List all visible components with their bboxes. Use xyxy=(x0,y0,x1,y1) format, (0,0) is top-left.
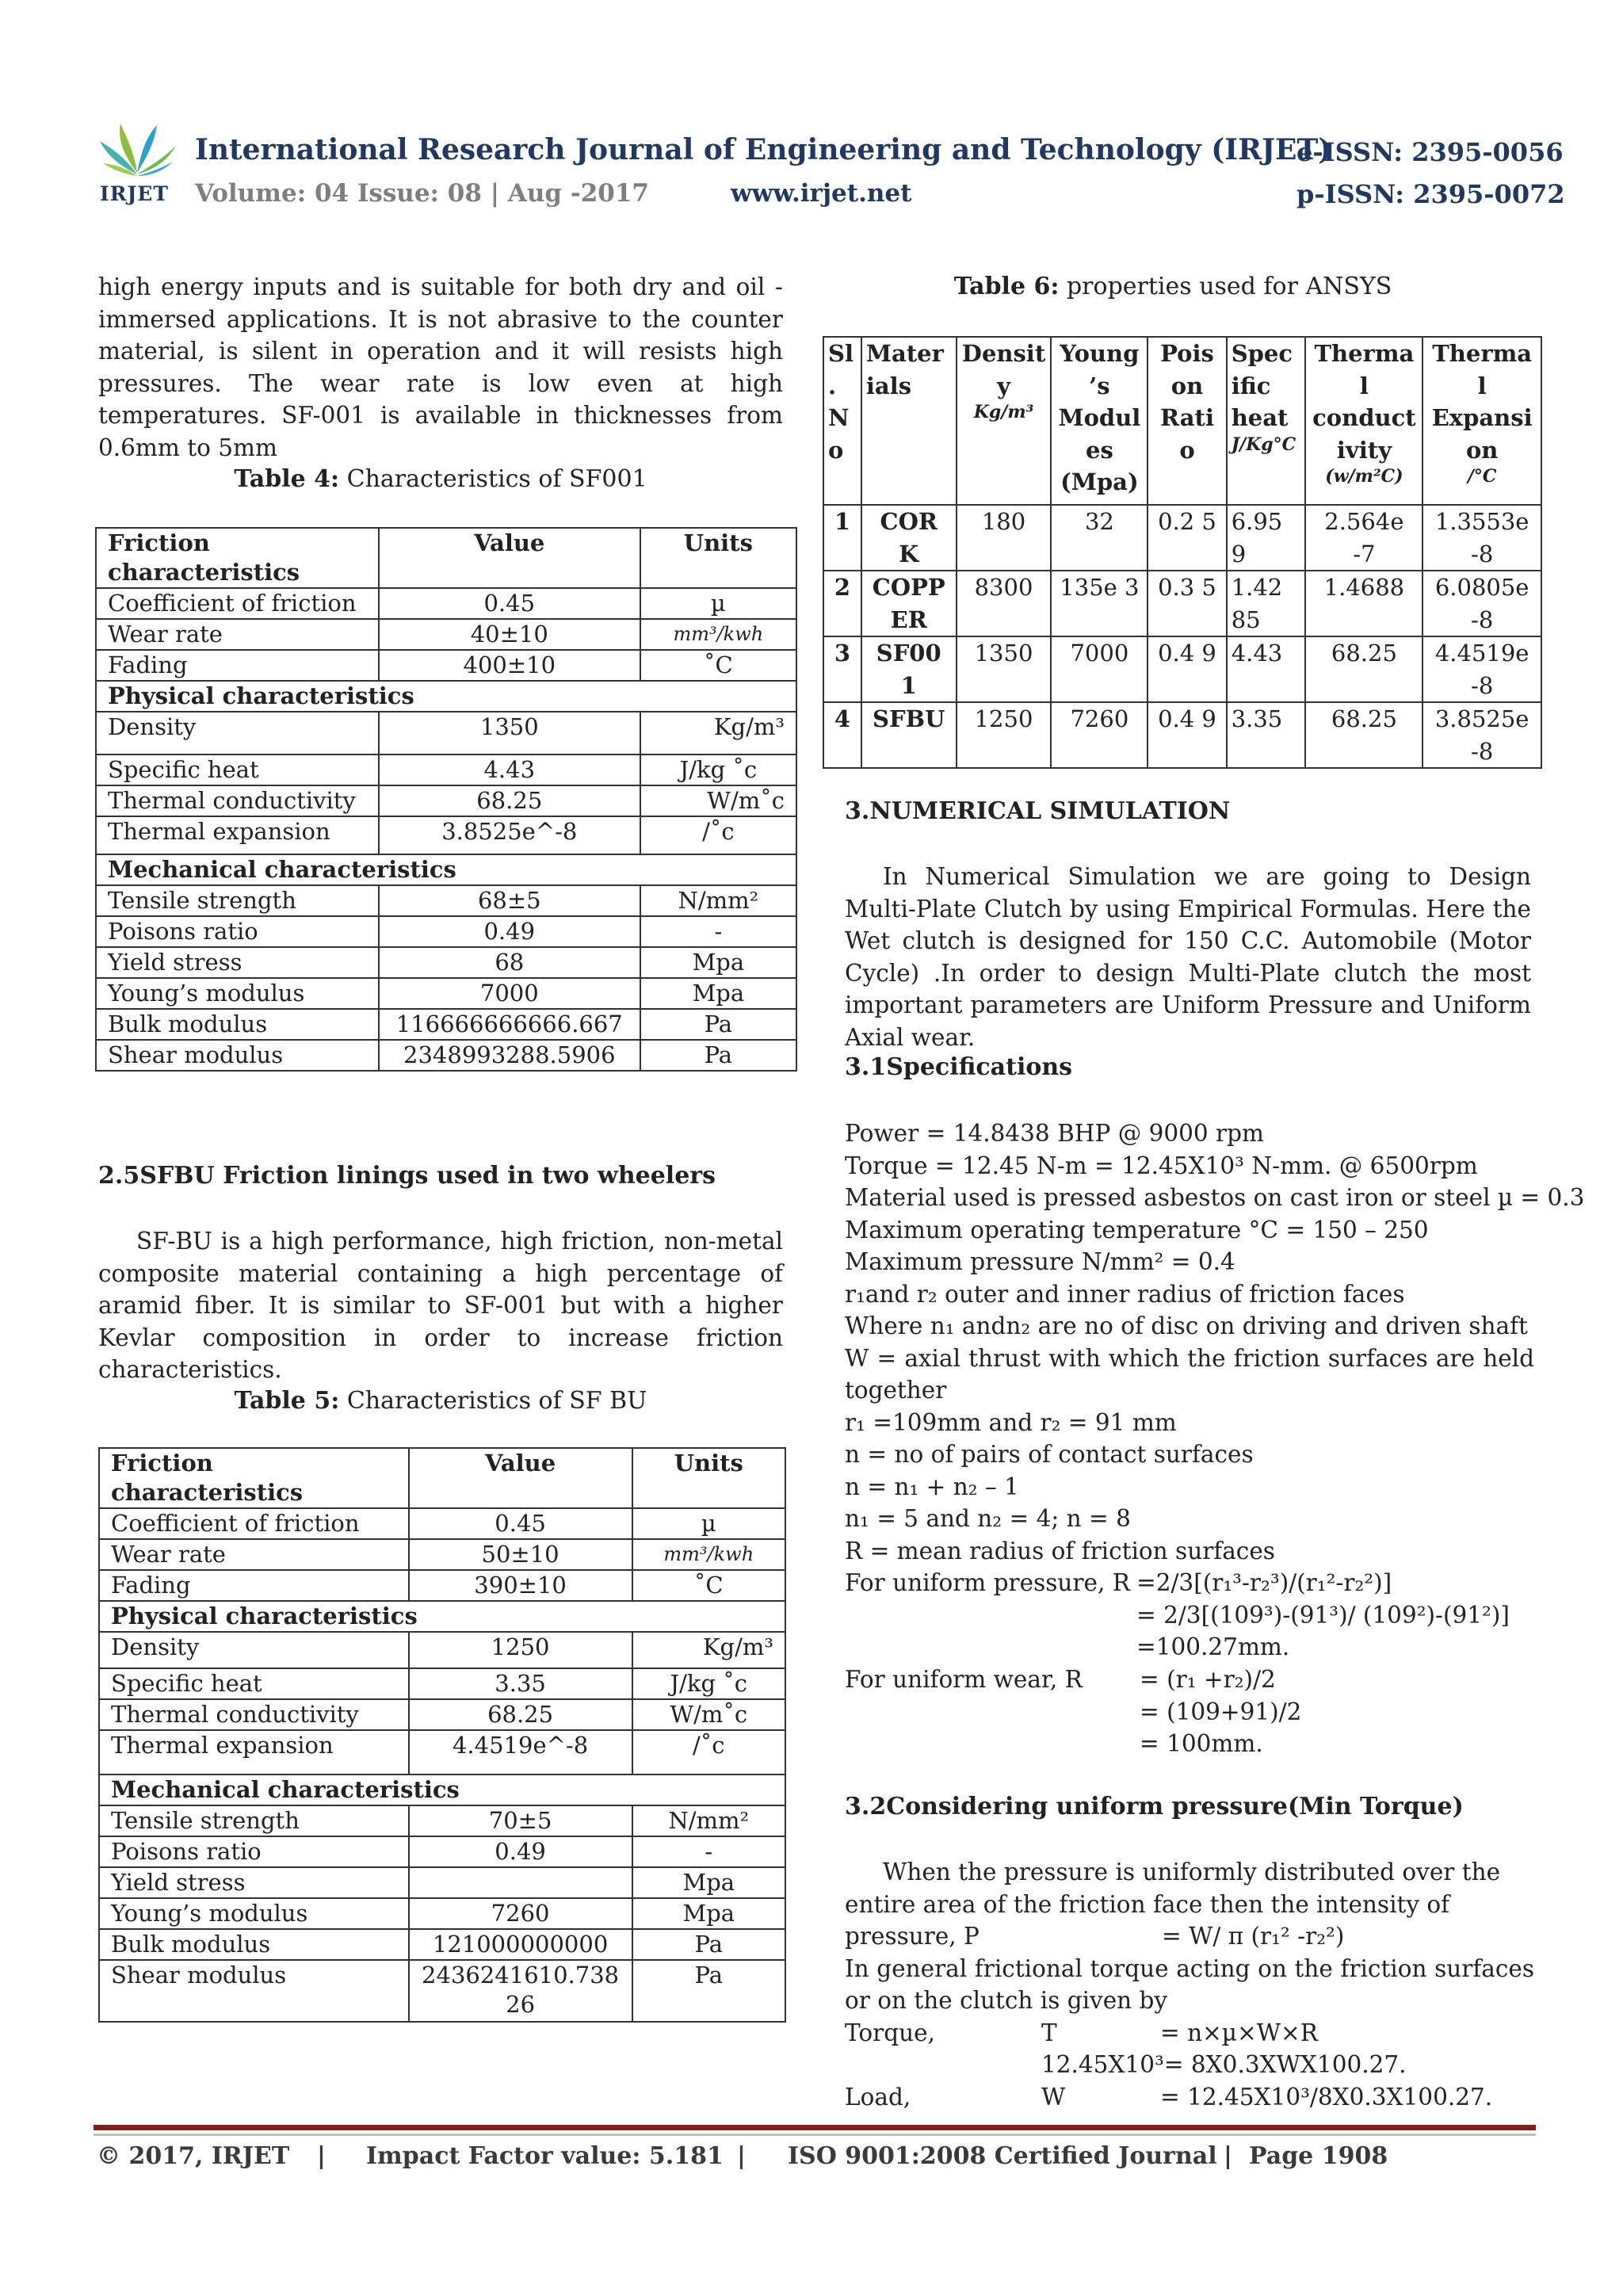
table5-header-friction: Friction characteristics xyxy=(99,1448,409,1508)
table-cell: 3.35 xyxy=(1227,702,1306,768)
spec-line: n₁ = 5 and n₂ = 4; n = 8 xyxy=(845,1505,1131,1532)
table-cell: Specific heat xyxy=(96,755,379,785)
table-cell: 0.2 5 xyxy=(1148,505,1226,571)
table-cell: 68 xyxy=(379,947,640,978)
table-cell: 1250 xyxy=(409,1632,632,1668)
table-cell: - xyxy=(632,1836,785,1867)
table6-header-specific-heat-unit: J/Kg°C xyxy=(1231,434,1296,455)
table6-header-expansion-label: Therma l Expansi on xyxy=(1431,340,1533,464)
spec-line: Where n₁ andn₂ are no of disc on driving and driven shaft xyxy=(845,1312,1528,1339)
table-row xyxy=(96,816,796,854)
numerical-simulation-paragraph: In Numerical Simulation we are going to Design Multi-Plate Clutch by using Empirical Formulas. Here the Wet clutch is designed for 150 C.C. Automobile (Motor Cycle) .In order to design Multi-Plate clutch the most important parameters are Uniform Pressure and Uniform Axial wear. xyxy=(845,863,1531,1051)
irjet-logo xyxy=(94,117,181,211)
table-row xyxy=(96,1009,796,1040)
table6-header-specific-heat-label: Spec ific heat xyxy=(1231,340,1293,431)
spec-line: r₁ =109mm and r₂ = 91 mm xyxy=(845,1408,1177,1436)
table-cell: 68.25 xyxy=(379,785,640,816)
table-cell: 7000 xyxy=(1051,636,1148,702)
table6-header-density xyxy=(957,337,1052,505)
table-cell: Wear rate xyxy=(99,1539,409,1570)
table-row xyxy=(99,1805,785,1836)
table-cell: 0.3 5 xyxy=(1148,571,1226,636)
table-cell: 400±10 xyxy=(379,650,640,681)
table-cell: 135e 3 xyxy=(1051,571,1148,636)
table-cell: Fading xyxy=(99,1570,409,1601)
footer-rule-thin xyxy=(94,2134,1536,2136)
section-2-5-heading: 2.5SFBU Friction linings used in two wheelers xyxy=(98,1162,716,1190)
uniform-pressure-label: For uniform pressure, R xyxy=(845,1569,1130,1596)
table-cell: 70±5 xyxy=(409,1805,632,1836)
section-3-2-heading: 3.2Considering uniform pressure(Min Torque) xyxy=(845,1793,1464,1820)
table-cell: Specific heat xyxy=(99,1668,409,1699)
table-cell: 4.43 xyxy=(1227,636,1306,702)
torque-label: Torque, xyxy=(845,2019,935,2046)
table-row xyxy=(823,571,1541,636)
table-cell: 4 xyxy=(823,702,861,768)
table-cell: Bulk modulus xyxy=(99,1929,409,1960)
table-cell: 7260 xyxy=(409,1898,632,1929)
table6-header-specific-heat xyxy=(1227,337,1306,505)
spec-line: R = mean radius of friction surfaces xyxy=(845,1537,1275,1564)
table5-header-row xyxy=(99,1448,785,1508)
table-cell: Coefficient of friction xyxy=(96,588,379,619)
volume-issue: Volume: 04 Issue: 08 | Aug -2017 xyxy=(195,179,650,208)
table-row xyxy=(99,1836,785,1867)
spec-line: Maximum operating temperature °C = 150 – 250 xyxy=(845,1216,1429,1244)
table-row xyxy=(99,1508,785,1539)
table-cell: COR K xyxy=(861,505,957,571)
pressure-para-line: When the pressure is uniformly distributed over the xyxy=(883,1859,1501,1885)
table-cell: Bulk modulus xyxy=(96,1009,379,1040)
spec-line: n = n₁ + n₂ – 1 xyxy=(845,1473,1019,1500)
table-row xyxy=(96,947,796,978)
table4-caption-text: Characteristics of SF001 xyxy=(339,465,647,493)
spec-line: Torque = 12.45 N-m = 12.45X10³ N-mm. @ 6500rpm xyxy=(845,1152,1478,1179)
table-row xyxy=(96,619,796,650)
torque-equation: = n×µ×W×R xyxy=(1160,2019,1318,2046)
table-cell: Thermal expansion xyxy=(99,1730,409,1775)
table-row xyxy=(96,916,796,947)
table-cell: Thermal conductivity xyxy=(96,785,379,816)
table-cell: 68±5 xyxy=(379,885,640,916)
table-cell: 0.49 xyxy=(379,916,640,947)
table-cell: µ xyxy=(632,1508,785,1539)
table-cell: 0.4 9 xyxy=(1148,702,1226,768)
section-3-1-heading: 3.1Specifications xyxy=(845,1053,1073,1081)
torque-equation-line xyxy=(845,2017,1534,2050)
table-cell: COPP ER xyxy=(861,571,957,636)
table-cell: Fading xyxy=(96,650,379,681)
table-cell: 40±10 xyxy=(379,619,640,650)
pressure-label: pressure, P xyxy=(845,1923,980,1950)
table5 xyxy=(98,1447,786,2023)
table-cell: Yield stress xyxy=(99,1867,409,1898)
website-link[interactable]: www.irjet.net xyxy=(731,179,912,208)
table-cell: 2436241610.738 26 xyxy=(409,1960,632,2022)
load-equation-line xyxy=(845,2081,1534,2114)
journal-title: International Research Journal of Engineering and Technology (IRJET) xyxy=(195,133,1332,166)
table-cell: Shear modulus xyxy=(99,1960,409,2022)
table-cell: 6.0805e -8 xyxy=(1423,571,1541,636)
pressure-para-line: entire area of the friction face then the intensity of xyxy=(845,1890,1450,1918)
table-cell: Coefficient of friction xyxy=(99,1508,409,1539)
table6-caption-label: Table 6: xyxy=(953,273,1060,300)
table-cell: 68.25 xyxy=(1305,636,1423,702)
table-cell: Kg/m³ xyxy=(632,1632,785,1668)
table-cell: Tensile strength xyxy=(99,1805,409,1836)
table-cell: Pa xyxy=(640,1009,796,1040)
table-row xyxy=(823,636,1541,702)
table-row xyxy=(823,505,1541,571)
equation-line: = (109+91)/2 xyxy=(1140,1698,1302,1725)
table-cell: 390±10 xyxy=(409,1570,632,1601)
table4-header-units: Units xyxy=(640,528,796,588)
table-cell: 121000000000 xyxy=(409,1929,632,1960)
table5-caption xyxy=(98,1387,783,1415)
table-cell: Young’s modulus xyxy=(99,1898,409,1929)
table-cell: 3.8525e^-8 xyxy=(379,816,640,854)
table-cell: J/kg ˚c xyxy=(640,755,796,785)
table-cell: mm³/kwh xyxy=(632,1539,785,1570)
table-cell: Thermal conductivity xyxy=(99,1699,409,1730)
table-cell: Wear rate xyxy=(96,619,379,650)
load-equation: = 12.45X10³/8X0.3X100.27. xyxy=(1160,2083,1493,2111)
equation-line: =100.27mm. xyxy=(1136,1633,1290,1660)
spec-line: Maximum pressure N/mm² = 0.4 xyxy=(845,1248,1235,1275)
table6-caption xyxy=(821,273,1525,300)
table-cell: Mpa xyxy=(640,978,796,1009)
table-row xyxy=(96,1040,796,1071)
uniform-wear-label: For uniform wear, R xyxy=(845,1666,1083,1693)
load-label: Load, xyxy=(845,2083,911,2111)
pressure-equation-line xyxy=(845,1920,1534,1953)
torque-equation-2: 12.45X10³= 8X0.3XWX100.27. xyxy=(1041,2051,1407,2078)
table-cell: ˚C xyxy=(640,650,796,681)
table6-header-conductivity-label: Therma l conduct ivity xyxy=(1312,340,1416,464)
table6-header-poisson: Pois on Rati o xyxy=(1148,337,1226,505)
table-row xyxy=(99,1929,785,1960)
table-row xyxy=(99,1699,785,1730)
p-issn: p-ISSN: 2395-0072 xyxy=(1296,179,1565,209)
table-row xyxy=(96,885,796,916)
footer-iso: ISO 9001:2008 Certified Journal xyxy=(788,2142,1217,2170)
table-row xyxy=(96,712,796,755)
table6-header-conductivity xyxy=(1305,337,1423,505)
table-cell: Pa xyxy=(632,1929,785,1960)
footer-rule xyxy=(94,2125,1536,2130)
table-cell: 0.4 9 xyxy=(1148,636,1226,702)
table-row xyxy=(99,1570,785,1601)
table6-header-conductivity-unit: (w/m²C) xyxy=(1325,466,1403,487)
table5-physical-heading: Physical characteristics xyxy=(99,1601,785,1632)
table4 xyxy=(95,527,797,1072)
intro-paragraph: high energy inputs and is suitable for both dry and oil - immersed applications. It is not abrasive to the counter material, is silent in operation and it will resists high pressures. The wear rate is low even at high temperatures. SF-001 is available in thicknesses from 0.6mm to 5mm xyxy=(98,273,783,461)
spec-line: Power = 14.8438 BHP @ 9000 rpm xyxy=(845,1120,1264,1147)
table6-header-expansion xyxy=(1423,337,1541,505)
table-cell: 32 xyxy=(1051,505,1148,571)
table-cell: Poisons ratio xyxy=(96,916,379,947)
table-cell: 3 xyxy=(823,636,861,702)
table6 xyxy=(823,336,1542,769)
uniform-pressure-equations xyxy=(1136,1567,1510,1664)
table-cell: mm³/kwh xyxy=(640,619,796,650)
table-cell: 1.3553e -8 xyxy=(1423,505,1541,571)
logo-text: IRJET xyxy=(100,182,169,205)
table-row xyxy=(96,588,796,619)
table6-header-density-unit: Kg/m³ xyxy=(973,402,1034,422)
uniform-wear-equations xyxy=(1140,1664,1301,1760)
equation-line: = (r₁ +r₂)/2 xyxy=(1140,1666,1276,1693)
table5-caption-text: Characteristics of SF BU xyxy=(339,1387,647,1415)
table4-caption xyxy=(98,465,783,493)
table-cell: Poisons ratio xyxy=(99,1836,409,1867)
table4-header-friction: Friction characteristics xyxy=(96,528,379,588)
table-cell: 2.564e -7 xyxy=(1305,505,1423,571)
table-cell: /˚c xyxy=(640,816,796,854)
spec-line: n = no of pairs of contact surfaces xyxy=(845,1441,1254,1468)
table-cell: N/mm² xyxy=(640,885,796,916)
table-cell: Thermal expansion xyxy=(96,816,379,854)
table-row xyxy=(99,1539,785,1570)
footer-separator: | xyxy=(737,2142,746,2170)
table-cell: 50±10 xyxy=(409,1539,632,1570)
table-cell: Mpa xyxy=(640,947,796,978)
table-cell: Mpa xyxy=(632,1867,785,1898)
footer-separator: | xyxy=(317,2142,326,2170)
table-cell: Yield stress xyxy=(96,947,379,978)
table6-caption-text: properties used for ANSYS xyxy=(1059,273,1392,300)
table-cell: 7000 xyxy=(379,978,640,1009)
equation-line: = 2/3[(109³)-(91³)/ (109²)-(91²)] xyxy=(1136,1601,1510,1629)
spec-line: r₁and r₂ outer and inner radius of friction faces xyxy=(845,1280,1405,1308)
table-cell: 1350 xyxy=(957,636,1052,702)
table-cell: 2348993288.5906 xyxy=(379,1040,640,1071)
table6-header-youngs: Young ’s Modul es (Mpa) xyxy=(1051,337,1148,505)
table5-mechanical-heading-row xyxy=(99,1775,785,1805)
table-cell: SFBU xyxy=(861,702,957,768)
table-cell: 4.43 xyxy=(379,755,640,785)
load-symbol: W xyxy=(1041,2083,1066,2111)
table-cell: 3.35 xyxy=(409,1668,632,1699)
table5-header-value: Value xyxy=(409,1448,632,1508)
table-cell: Pa xyxy=(632,1960,785,2022)
table-cell: 1 xyxy=(823,505,861,571)
spec-line: Material used is pressed asbestos on cast iron or steel µ = 0.3 xyxy=(845,1184,1585,1211)
table-cell: W/m˚c xyxy=(632,1699,785,1730)
table-row xyxy=(96,755,796,785)
table-row xyxy=(99,1668,785,1699)
table-cell: W/m˚c xyxy=(640,785,796,816)
table-row xyxy=(96,978,796,1009)
table-cell: ˚C xyxy=(632,1570,785,1601)
footer-impact-factor: Impact Factor value: 5.181 xyxy=(366,2142,724,2170)
table4-physical-heading-row xyxy=(96,681,796,712)
equation-line: = 100mm. xyxy=(1140,1730,1263,1757)
table-row xyxy=(96,785,796,816)
torque-symbol: T xyxy=(1041,2019,1057,2046)
table-cell: J/kg ˚c xyxy=(632,1668,785,1699)
table-cell: Density xyxy=(99,1632,409,1668)
table-cell xyxy=(409,1867,632,1898)
spec-line: W = axial thrust with which the friction surfaces are held together xyxy=(845,1344,1534,1404)
table6-header-density-label: Densit y xyxy=(961,340,1046,399)
table6-header-materials: Mater ials xyxy=(861,337,957,505)
table-cell: N/mm² xyxy=(632,1805,785,1836)
e-issn: e-ISSN: 2395-0056 xyxy=(1296,137,1564,167)
table6-header-row xyxy=(823,337,1541,505)
table4-caption-label: Table 4: xyxy=(234,465,340,493)
table-cell: 0.49 xyxy=(409,1836,632,1867)
table-cell: 68.25 xyxy=(1305,702,1423,768)
table-cell: Mpa xyxy=(632,1898,785,1929)
table-cell: 3.8525e -8 xyxy=(1423,702,1541,768)
table-cell: Density xyxy=(96,712,379,755)
table-cell: 7260 xyxy=(1051,702,1148,768)
table4-mechanical-heading-row xyxy=(96,854,796,885)
footer-copyright: © 2017, IRJET xyxy=(97,2142,290,2170)
table-cell: 2 xyxy=(823,571,861,636)
table-cell: Kg/m³ xyxy=(640,712,796,755)
table-row xyxy=(99,1867,785,1898)
section-3-heading: 3.NUMERICAL SIMULATION xyxy=(845,797,1231,825)
torque-paragraph: In general frictional torque acting on the friction surfaces or on the clutch is given by xyxy=(845,1954,1534,2014)
table-cell: 4.4519e^-8 xyxy=(409,1730,632,1775)
footer-separator: | xyxy=(1224,2142,1232,2170)
table-cell: Shear modulus xyxy=(96,1040,379,1071)
table-cell: 6.95 9 xyxy=(1227,505,1306,571)
table-row xyxy=(99,1730,785,1775)
table-row xyxy=(823,702,1541,768)
table-cell: 116666666666.667 xyxy=(379,1009,640,1040)
table4-header-value: Value xyxy=(379,528,640,588)
table-cell: 4.4519e -8 xyxy=(1423,636,1541,702)
equation-line: =2/3[(r₁³-r₂³)/(r₁²-r₂²)] xyxy=(1136,1569,1392,1596)
table-cell: Young’s modulus xyxy=(96,978,379,1009)
specifications-list xyxy=(845,1117,1585,1567)
table-cell: 8300 xyxy=(957,571,1052,636)
table4-mechanical-heading: Mechanical characteristics xyxy=(96,854,796,885)
table-row xyxy=(99,1632,785,1668)
table-cell: /˚c xyxy=(632,1730,785,1775)
pressure-equation: = W/ π (r₁² -r₂²) xyxy=(1162,1923,1345,1950)
table-cell: 180 xyxy=(957,505,1052,571)
table-cell: Tensile strength xyxy=(96,885,379,916)
table-cell: 0.45 xyxy=(379,588,640,619)
table-cell: 0.45 xyxy=(409,1508,632,1539)
table-cell: 1250 xyxy=(957,702,1052,768)
table5-mechanical-heading: Mechanical characteristics xyxy=(99,1775,785,1805)
table6-header-expansion-unit: /°C xyxy=(1467,466,1497,487)
table-cell: 68.25 xyxy=(409,1699,632,1730)
table-cell: Pa xyxy=(640,1040,796,1071)
table4-header-row xyxy=(96,528,796,588)
table-row xyxy=(99,1898,785,1929)
table-row xyxy=(96,650,796,681)
table-cell: 1350 xyxy=(379,712,640,755)
table-cell: 1.42 85 xyxy=(1227,571,1306,636)
table-cell: SF00 1 xyxy=(861,636,957,702)
table-row xyxy=(99,1960,785,2022)
table5-caption-label: Table 5: xyxy=(234,1387,340,1415)
table5-header-units: Units xyxy=(632,1448,785,1508)
table-cell: 1.4688 xyxy=(1305,571,1423,636)
sfbu-paragraph: SF-BU is a high performance, high friction, non-metal composite material containing a high percentage of aramid fiber. It is similar to SF-001 but with a higher Kevlar composition in order to increase friction characteristics. xyxy=(98,1228,783,1383)
uniform-pressure-block xyxy=(845,1856,1534,2113)
table-cell: - xyxy=(640,916,796,947)
table4-physical-heading: Physical characteristics xyxy=(96,681,796,712)
table-cell: µ xyxy=(640,588,796,619)
footer-page-number: Page 1908 xyxy=(1249,2142,1388,2170)
table6-header-slno: Sl . N o xyxy=(823,337,861,505)
table5-physical-heading-row xyxy=(99,1601,785,1632)
